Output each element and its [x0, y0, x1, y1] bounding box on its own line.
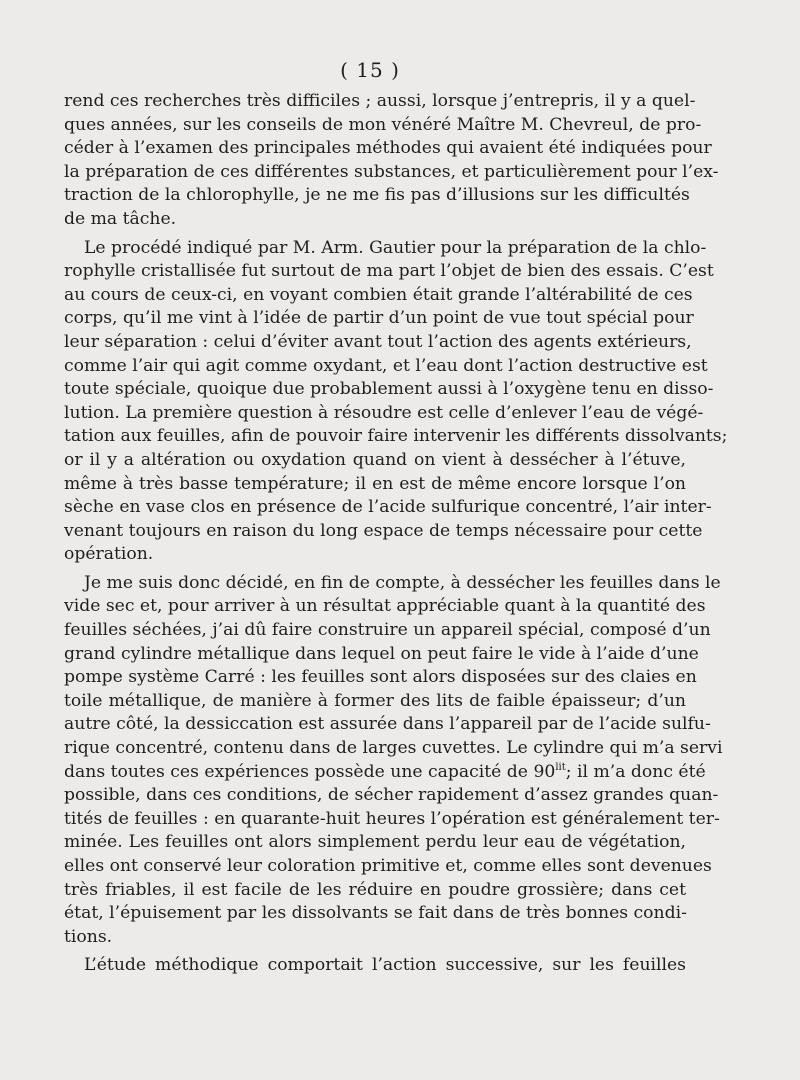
paragraph — [64, 90, 719, 232]
text-line: ques années, sur les conseils de mon vénéré Maître M. Chevreul, de pro- — [64, 114, 702, 135]
text-line: tions. — [64, 926, 113, 947]
text-line: venant toujours en raison du long espace de temps nécessaire pour cette — [64, 520, 703, 541]
text-line: elles ont conservé leur coloration primitive et, comme elles sont devenues — [64, 856, 712, 876]
text-line: autre côté, la dessiccation est assurée dans l’appareil par de l’acide sulfu- — [64, 714, 711, 735]
text-line: tités de feuilles : en quarante-huit heures l’opération est généralement ter- — [64, 808, 720, 829]
text-line: pompe système Carré : les feuilles sont alors disposées sur des claies en — [64, 667, 697, 688]
text-line: tation aux feuilles, afin de pouvoir faire intervenir les différents dissolvants; — [64, 426, 728, 447]
text-line: L’étude méthodique comportait l’action successive, sur les feuilles — [84, 955, 686, 976]
text-line: comme l’air qui agit comme oxydant, et l’eau dont l’action destructive est — [64, 355, 708, 376]
text-line: la préparation de ces différentes substances, et particulièrement pour l’ex- — [64, 161, 719, 182]
text-line: possible, dans ces conditions, de sécher rapidement d’assez grandes quan- — [64, 785, 719, 806]
paragraph — [64, 954, 686, 978]
text-line: très friables, il est facile de les réduire en poudre grossière; dans cet — [64, 879, 686, 900]
text-line: sèche en vase clos en présence de l’acide sulfurique concentré, l’air inter- — [64, 497, 712, 518]
capacity-unit: lit — [555, 761, 566, 773]
text-line: rophylle cristallisée fut surtout de ma part l’objet de bien des essais. C’est — [64, 261, 714, 282]
text-line: rique concentré, contenu dans de larges cuvettes. Le cylindre qui m’a servi — [64, 738, 723, 759]
capacity-after: ; il m’a donc été — [565, 761, 706, 782]
paragraph — [64, 572, 723, 950]
text-line: leur séparation : celui d’éviter avant tout l’action des agents extérieurs, — [64, 331, 692, 352]
text-line: céder à l’examen des principales méthodes qui avaient été indiquées pour — [64, 138, 712, 159]
text-line: au cours de ceux-ci, en voyant combien était grande l’altérabilité de ces — [64, 284, 693, 305]
text-line: traction de la chlorophylle, je ne me fis pas d’illusions sur les difficultés — [64, 185, 690, 206]
text-line: corps, qu’il me vint à l’idée de partir d’un point de vue tout spécial pour — [64, 308, 694, 329]
body-text — [64, 90, 728, 978]
text-line: rend ces recherches très difficiles ; aussi, lorsque j’entrepris, il y a quel- — [64, 91, 696, 111]
text-line: feuilles séchées, j’ai dû faire construire un appareil spécial, composé d’un — [64, 620, 711, 641]
text-line: Je me suis donc décidé, en fin de compte, à dessécher les feuilles dans le — [84, 572, 721, 593]
text-line: toile métallique, de manière à former des lits de faible épaisseur; d’un — [64, 690, 686, 711]
text-line: de ma tâche. — [64, 208, 177, 229]
text-line: Le procédé indiqué par M. Arm. Gautier pour la préparation de la chlo- — [84, 237, 707, 258]
text-line: opération. — [64, 544, 154, 565]
page-number: ( 15 ) — [340, 58, 400, 82]
text-line: minée. Les feuilles ont alors simplement perdu leur eau de végétation, — [64, 832, 686, 853]
text-line-capacity — [64, 761, 706, 785]
text-line: grand cylindre métallique dans lequel on peut faire le vide à l’aide d’une — [64, 643, 699, 664]
text-line: même à très basse température; il en est de même encore lorsque l’on — [64, 473, 686, 494]
text-line: lution. La première question à résoudre est celle d’enlever l’eau de végé- — [64, 402, 704, 423]
text-line: état, l’épuisement par les dissolvants se fait dans de très bonnes condi- — [64, 903, 687, 924]
text-line: vide sec et, pour arriver à un résultat appréciable quant à la quantité des — [64, 596, 706, 617]
capacity-text: dans toutes ces expériences possède une capacité de 90 — [64, 761, 556, 782]
text-line: or il y a altération ou oxydation quand on vient à dessécher à l’étuve, — [64, 449, 686, 470]
paragraph — [64, 237, 728, 567]
text-line: toute spéciale, quoique due probablement aussi à l’oxygène tenu en disso- — [64, 379, 714, 400]
